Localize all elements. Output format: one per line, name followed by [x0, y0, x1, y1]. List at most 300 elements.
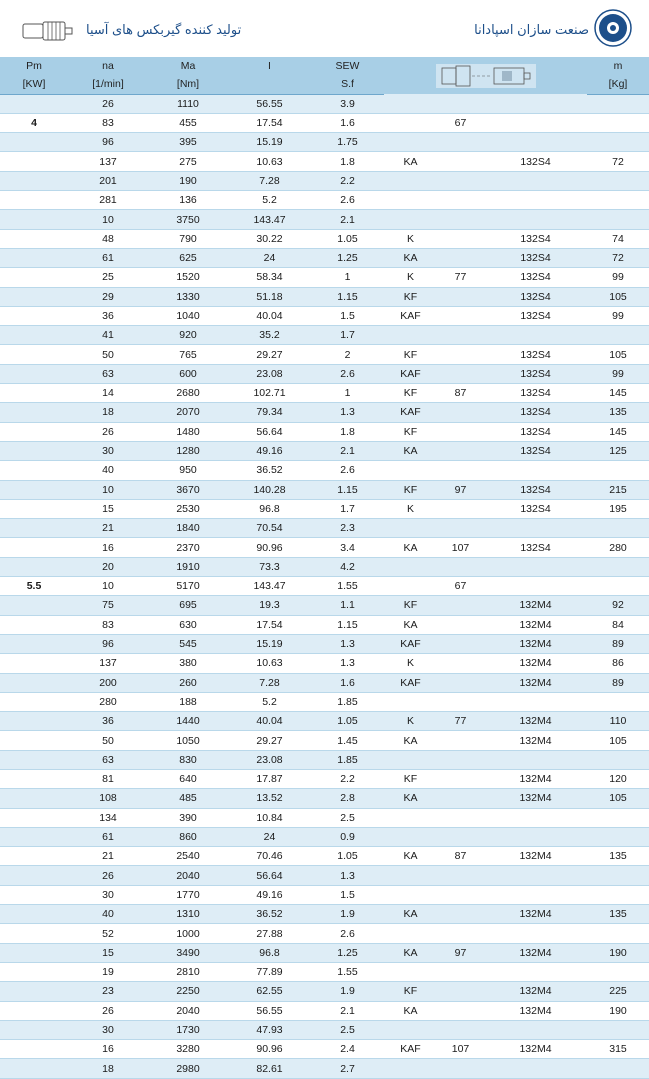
- table-row: [0, 133, 649, 152]
- cell-size: 87: [437, 384, 484, 403]
- cell-size: 77: [437, 712, 484, 731]
- cell-motor: 132S4: [484, 384, 587, 403]
- cell-size: [437, 673, 484, 692]
- cell-i: 36.52: [228, 905, 311, 924]
- cell-i: 5.2: [228, 191, 311, 210]
- cell-sf: 2.4: [311, 1040, 384, 1059]
- cell-m: [587, 827, 649, 846]
- cell-na: 83: [68, 615, 148, 634]
- cell-pm: [0, 808, 68, 827]
- table-row: [0, 248, 649, 267]
- cell-na: 96: [68, 133, 148, 152]
- cell-sf: 2.1: [311, 1001, 384, 1020]
- cell-m: 105: [587, 345, 649, 364]
- cell-sf: 1.8: [311, 422, 384, 441]
- cell-na: 50: [68, 731, 148, 750]
- cell-m: 92: [587, 596, 649, 615]
- cell-sf: 1.55: [311, 962, 384, 981]
- cell-size: [437, 615, 484, 634]
- cell-i: 90.96: [228, 1040, 311, 1059]
- cell-m: [587, 924, 649, 943]
- gearmotor-outline-icon: [22, 20, 74, 42]
- cell-type: [384, 133, 437, 152]
- table-row: [0, 905, 649, 924]
- table-row: [0, 866, 649, 885]
- cell-na: 281: [68, 191, 148, 210]
- table-row: [0, 229, 649, 248]
- table-row: [0, 268, 649, 287]
- cell-na: 21: [68, 519, 148, 538]
- cell-na: 63: [68, 364, 148, 383]
- cell-i: 40.04: [228, 306, 311, 325]
- cell-type: KAF: [384, 673, 437, 692]
- cell-size: [437, 345, 484, 364]
- table-row: [0, 847, 649, 866]
- cell-na: 63: [68, 750, 148, 769]
- cell-ma: 1770: [148, 885, 228, 904]
- cell-motor: 132M4: [484, 634, 587, 653]
- cell-m: 190: [587, 943, 649, 962]
- table-row: [0, 519, 649, 538]
- cell-ma: 390: [148, 808, 228, 827]
- cell-type: [384, 692, 437, 711]
- cell-i: 23.08: [228, 364, 311, 383]
- cell-m: 280: [587, 538, 649, 557]
- cell-sf: 1.75: [311, 133, 384, 152]
- cell-na: 81: [68, 769, 148, 788]
- cell-sf: 1: [311, 384, 384, 403]
- cell-size: [437, 364, 484, 383]
- cell-motor: 132S4: [484, 229, 587, 248]
- cell-pm: [0, 1001, 68, 1020]
- table-body: [0, 94, 649, 1078]
- cell-i: 36.52: [228, 461, 311, 480]
- col-header-na: na: [68, 57, 148, 75]
- cell-sf: 1.25: [311, 943, 384, 962]
- cell-i: 56.64: [228, 422, 311, 441]
- cell-ma: 630: [148, 615, 228, 634]
- cell-type: [384, 519, 437, 538]
- cell-motor: 132M4: [484, 654, 587, 673]
- cell-i: 7.28: [228, 171, 311, 190]
- cell-ma: 1000: [148, 924, 228, 943]
- cell-sf: 2.5: [311, 808, 384, 827]
- cell-pm: [0, 866, 68, 885]
- cell-na: 14: [68, 384, 148, 403]
- table-row: [0, 191, 649, 210]
- table-row: [0, 692, 649, 711]
- cell-ma: 545: [148, 634, 228, 653]
- cell-m: [587, 133, 649, 152]
- cell-i: 143.47: [228, 577, 311, 596]
- cell-pm: [0, 712, 68, 731]
- table-row: [0, 654, 649, 673]
- cell-i: 58.34: [228, 268, 311, 287]
- cell-pm: [0, 769, 68, 788]
- cell-size: [437, 808, 484, 827]
- cell-ma: 260: [148, 673, 228, 692]
- cell-na: 96: [68, 634, 148, 653]
- cell-ma: 2540: [148, 847, 228, 866]
- cell-motor: [484, 692, 587, 711]
- cell-motor: 132M4: [484, 596, 587, 615]
- cell-type: KA: [384, 1001, 437, 1020]
- cell-sf: 1.15: [311, 615, 384, 634]
- cell-size: 67: [437, 113, 484, 132]
- cell-pm: [0, 557, 68, 576]
- cell-size: [437, 94, 484, 113]
- table-row: [0, 769, 649, 788]
- cell-i: 5.2: [228, 692, 311, 711]
- table-row: [0, 171, 649, 190]
- cell-na: 61: [68, 248, 148, 267]
- cell-type: KF: [384, 769, 437, 788]
- cell-ma: 2040: [148, 866, 228, 885]
- cell-ma: 2250: [148, 982, 228, 1001]
- cell-size: [437, 962, 484, 981]
- cell-pm: [0, 248, 68, 267]
- cell-pm: [0, 905, 68, 924]
- cell-i: 40.04: [228, 712, 311, 731]
- cell-sf: 2.6: [311, 461, 384, 480]
- cell-m: 195: [587, 499, 649, 518]
- cell-sf: 0.9: [311, 827, 384, 846]
- cell-size: [437, 827, 484, 846]
- cell-size: 87: [437, 847, 484, 866]
- cell-pm: [0, 924, 68, 943]
- cell-type: KA: [384, 847, 437, 866]
- table-row: [0, 962, 649, 981]
- cell-m: [587, 113, 649, 132]
- cell-motor: [484, 113, 587, 132]
- cell-pm: 4: [0, 113, 68, 132]
- cell-size: [437, 287, 484, 306]
- cell-i: 56.64: [228, 866, 311, 885]
- cell-type: KF: [384, 384, 437, 403]
- cell-motor: [484, 94, 587, 113]
- cell-pm: [0, 441, 68, 460]
- cell-na: 108: [68, 789, 148, 808]
- cell-sf: 1.15: [311, 480, 384, 499]
- cell-na: 61: [68, 827, 148, 846]
- cell-ma: 1330: [148, 287, 228, 306]
- cell-type: KA: [384, 538, 437, 557]
- cell-i: 56.55: [228, 94, 311, 113]
- cell-na: 200: [68, 673, 148, 692]
- table-row: [0, 94, 649, 113]
- cell-size: [437, 248, 484, 267]
- cell-i: 7.28: [228, 673, 311, 692]
- cell-size: [437, 171, 484, 190]
- cell-ma: 188: [148, 692, 228, 711]
- cell-i: 62.55: [228, 982, 311, 1001]
- cell-motor: 132S4: [484, 248, 587, 267]
- cell-motor: 132M4: [484, 905, 587, 924]
- table-row: [0, 827, 649, 846]
- cell-type: KAF: [384, 634, 437, 653]
- cell-size: [437, 191, 484, 210]
- cell-m: 120: [587, 769, 649, 788]
- cell-type: K: [384, 499, 437, 518]
- cell-size: [437, 750, 484, 769]
- cell-pm: [0, 422, 68, 441]
- table-row: [0, 924, 649, 943]
- cell-motor: 132M4: [484, 731, 587, 750]
- cell-motor: [484, 557, 587, 576]
- cell-motor: 132M4: [484, 789, 587, 808]
- cell-type: [384, 191, 437, 210]
- cell-type: KA: [384, 905, 437, 924]
- cell-size: 97: [437, 480, 484, 499]
- table-row: [0, 364, 649, 383]
- cell-na: 20: [68, 557, 148, 576]
- cell-sf: 3.9: [311, 94, 384, 113]
- table-row: [0, 1020, 649, 1039]
- cell-i: 51.18: [228, 287, 311, 306]
- cell-type: [384, 577, 437, 596]
- cell-sf: 1.7: [311, 326, 384, 345]
- cell-size: [437, 441, 484, 460]
- cell-pm: [0, 191, 68, 210]
- page-header: [0, 0, 649, 56]
- cell-m: 99: [587, 364, 649, 383]
- cell-sf: 1.5: [311, 306, 384, 325]
- cell-ma: 600: [148, 364, 228, 383]
- table-row: [0, 731, 649, 750]
- cell-motor: [484, 461, 587, 480]
- cell-ma: 2070: [148, 403, 228, 422]
- table-row: [0, 461, 649, 480]
- cell-m: [587, 885, 649, 904]
- table-row: [0, 306, 649, 325]
- cell-type: KF: [384, 345, 437, 364]
- cell-type: [384, 1059, 437, 1078]
- cell-ma: 640: [148, 769, 228, 788]
- cell-pm: [0, 1040, 68, 1059]
- cell-sf: 1.3: [311, 634, 384, 653]
- cell-ma: 2040: [148, 1001, 228, 1020]
- cell-type: KAF: [384, 364, 437, 383]
- cell-ma: 136: [148, 191, 228, 210]
- cell-i: 77.89: [228, 962, 311, 981]
- cell-type: KA: [384, 248, 437, 267]
- cell-m: 125: [587, 441, 649, 460]
- cell-pm: [0, 326, 68, 345]
- cell-m: [587, 1059, 649, 1078]
- cell-m: 86: [587, 654, 649, 673]
- col-unit-m: [Kg]: [587, 75, 649, 94]
- cell-pm: [0, 152, 68, 171]
- cell-m: [587, 210, 649, 229]
- cell-m: [587, 461, 649, 480]
- cell-na: 40: [68, 905, 148, 924]
- cell-size: [437, 152, 484, 171]
- cell-sf: 1.8: [311, 152, 384, 171]
- cell-type: K: [384, 712, 437, 731]
- cell-i: 90.96: [228, 538, 311, 557]
- cell-size: 107: [437, 538, 484, 557]
- cell-ma: 455: [148, 113, 228, 132]
- cell-i: 17.54: [228, 113, 311, 132]
- cell-ma: 395: [148, 133, 228, 152]
- cell-pm: [0, 384, 68, 403]
- cell-ma: 485: [148, 789, 228, 808]
- cell-sf: 1.85: [311, 750, 384, 769]
- cell-pm: [0, 885, 68, 904]
- col-header-ma: Ma: [148, 57, 228, 75]
- cell-motor: [484, 866, 587, 885]
- cell-m: 315: [587, 1040, 649, 1059]
- cell-i: 29.27: [228, 731, 311, 750]
- cell-m: 105: [587, 789, 649, 808]
- cell-na: 201: [68, 171, 148, 190]
- cell-sf: 1.9: [311, 982, 384, 1001]
- table-row: [0, 499, 649, 518]
- cell-size: [437, 596, 484, 615]
- cell-pm: [0, 827, 68, 846]
- cell-pm: [0, 654, 68, 673]
- cell-na: 83: [68, 113, 148, 132]
- table-row: [0, 1040, 649, 1059]
- cell-sf: 2.6: [311, 924, 384, 943]
- cell-sf: 1.3: [311, 866, 384, 885]
- cell-na: 26: [68, 866, 148, 885]
- cell-type: [384, 94, 437, 113]
- cell-sf: 1.85: [311, 692, 384, 711]
- cell-motor: 132S4: [484, 268, 587, 287]
- cell-na: 137: [68, 654, 148, 673]
- cell-ma: 1040: [148, 306, 228, 325]
- cell-motor: 132M4: [484, 769, 587, 788]
- cell-pm: [0, 750, 68, 769]
- cell-m: [587, 171, 649, 190]
- cell-type: KA: [384, 615, 437, 634]
- cell-m: [587, 326, 649, 345]
- cell-ma: 1520: [148, 268, 228, 287]
- cell-m: [587, 866, 649, 885]
- cell-motor: 132S4: [484, 287, 587, 306]
- cell-motor: [484, 1059, 587, 1078]
- cell-m: 225: [587, 982, 649, 1001]
- cell-m: 105: [587, 287, 649, 306]
- cell-i: 82.61: [228, 1059, 311, 1078]
- cell-sf: 1.55: [311, 577, 384, 596]
- cell-i: 17.87: [228, 769, 311, 788]
- cell-type: [384, 1020, 437, 1039]
- table-row: [0, 538, 649, 557]
- cell-type: [384, 750, 437, 769]
- cell-m: 72: [587, 248, 649, 267]
- cell-size: [437, 885, 484, 904]
- cell-sf: 1.6: [311, 113, 384, 132]
- cell-type: [384, 924, 437, 943]
- cell-size: [437, 461, 484, 480]
- table-row: [0, 634, 649, 653]
- cell-type: [384, 866, 437, 885]
- table-row: [0, 326, 649, 345]
- cell-size: [437, 499, 484, 518]
- table-row: [0, 673, 649, 692]
- cell-size: [437, 866, 484, 885]
- table-row: [0, 1059, 649, 1078]
- cell-motor: 132M4: [484, 615, 587, 634]
- table-row: [0, 345, 649, 364]
- cell-pm: [0, 94, 68, 113]
- cell-sf: 1.3: [311, 403, 384, 422]
- cell-ma: 1910: [148, 557, 228, 576]
- cell-sf: 2.7: [311, 1059, 384, 1078]
- cell-na: 41: [68, 326, 148, 345]
- cell-i: 15.19: [228, 634, 311, 653]
- cell-type: KA: [384, 731, 437, 750]
- table-row: [0, 712, 649, 731]
- cell-i: 30.22: [228, 229, 311, 248]
- cell-ma: 860: [148, 827, 228, 846]
- cell-na: 18: [68, 403, 148, 422]
- cell-type: KAF: [384, 403, 437, 422]
- cell-type: [384, 885, 437, 904]
- cell-sf: 1.6: [311, 673, 384, 692]
- cell-pm: [0, 789, 68, 808]
- cell-size: 77: [437, 268, 484, 287]
- cell-pm: [0, 634, 68, 653]
- cell-motor: 132M4: [484, 1001, 587, 1020]
- cell-motor: 132S4: [484, 152, 587, 171]
- cell-pm: [0, 171, 68, 190]
- col-header-m: m: [587, 57, 649, 75]
- cell-ma: 1440: [148, 712, 228, 731]
- cell-sf: 2.2: [311, 769, 384, 788]
- cell-motor: [484, 827, 587, 846]
- cell-sf: 3.4: [311, 538, 384, 557]
- cell-pm: [0, 287, 68, 306]
- cell-i: 15.19: [228, 133, 311, 152]
- table-row: [0, 557, 649, 576]
- cell-sf: 1.15: [311, 287, 384, 306]
- cell-sf: 1.7: [311, 499, 384, 518]
- cell-i: 13.52: [228, 789, 311, 808]
- cell-type: KF: [384, 422, 437, 441]
- cell-size: [437, 1059, 484, 1078]
- cell-motor: 132S4: [484, 538, 587, 557]
- cell-pm: [0, 538, 68, 557]
- cell-m: 105: [587, 731, 649, 750]
- cell-type: [384, 808, 437, 827]
- cell-na: 10: [68, 480, 148, 499]
- cell-i: 49.16: [228, 885, 311, 904]
- cell-motor: 132M4: [484, 943, 587, 962]
- cell-size: [437, 306, 484, 325]
- cell-motor: 132S4: [484, 441, 587, 460]
- cell-i: 10.84: [228, 808, 311, 827]
- cell-na: 10: [68, 210, 148, 229]
- cell-i: 140.28: [228, 480, 311, 499]
- cell-motor: 132S4: [484, 480, 587, 499]
- cell-i: 10.63: [228, 654, 311, 673]
- cell-i: 24: [228, 827, 311, 846]
- table-row: [0, 615, 649, 634]
- cell-i: 17.54: [228, 615, 311, 634]
- cell-size: [437, 557, 484, 576]
- cell-type: KF: [384, 287, 437, 306]
- table-row: [0, 750, 649, 769]
- cell-i: 56.55: [228, 1001, 311, 1020]
- cell-na: 137: [68, 152, 148, 171]
- cell-ma: 830: [148, 750, 228, 769]
- cell-sf: 2.6: [311, 191, 384, 210]
- cell-type: K: [384, 654, 437, 673]
- cell-type: [384, 827, 437, 846]
